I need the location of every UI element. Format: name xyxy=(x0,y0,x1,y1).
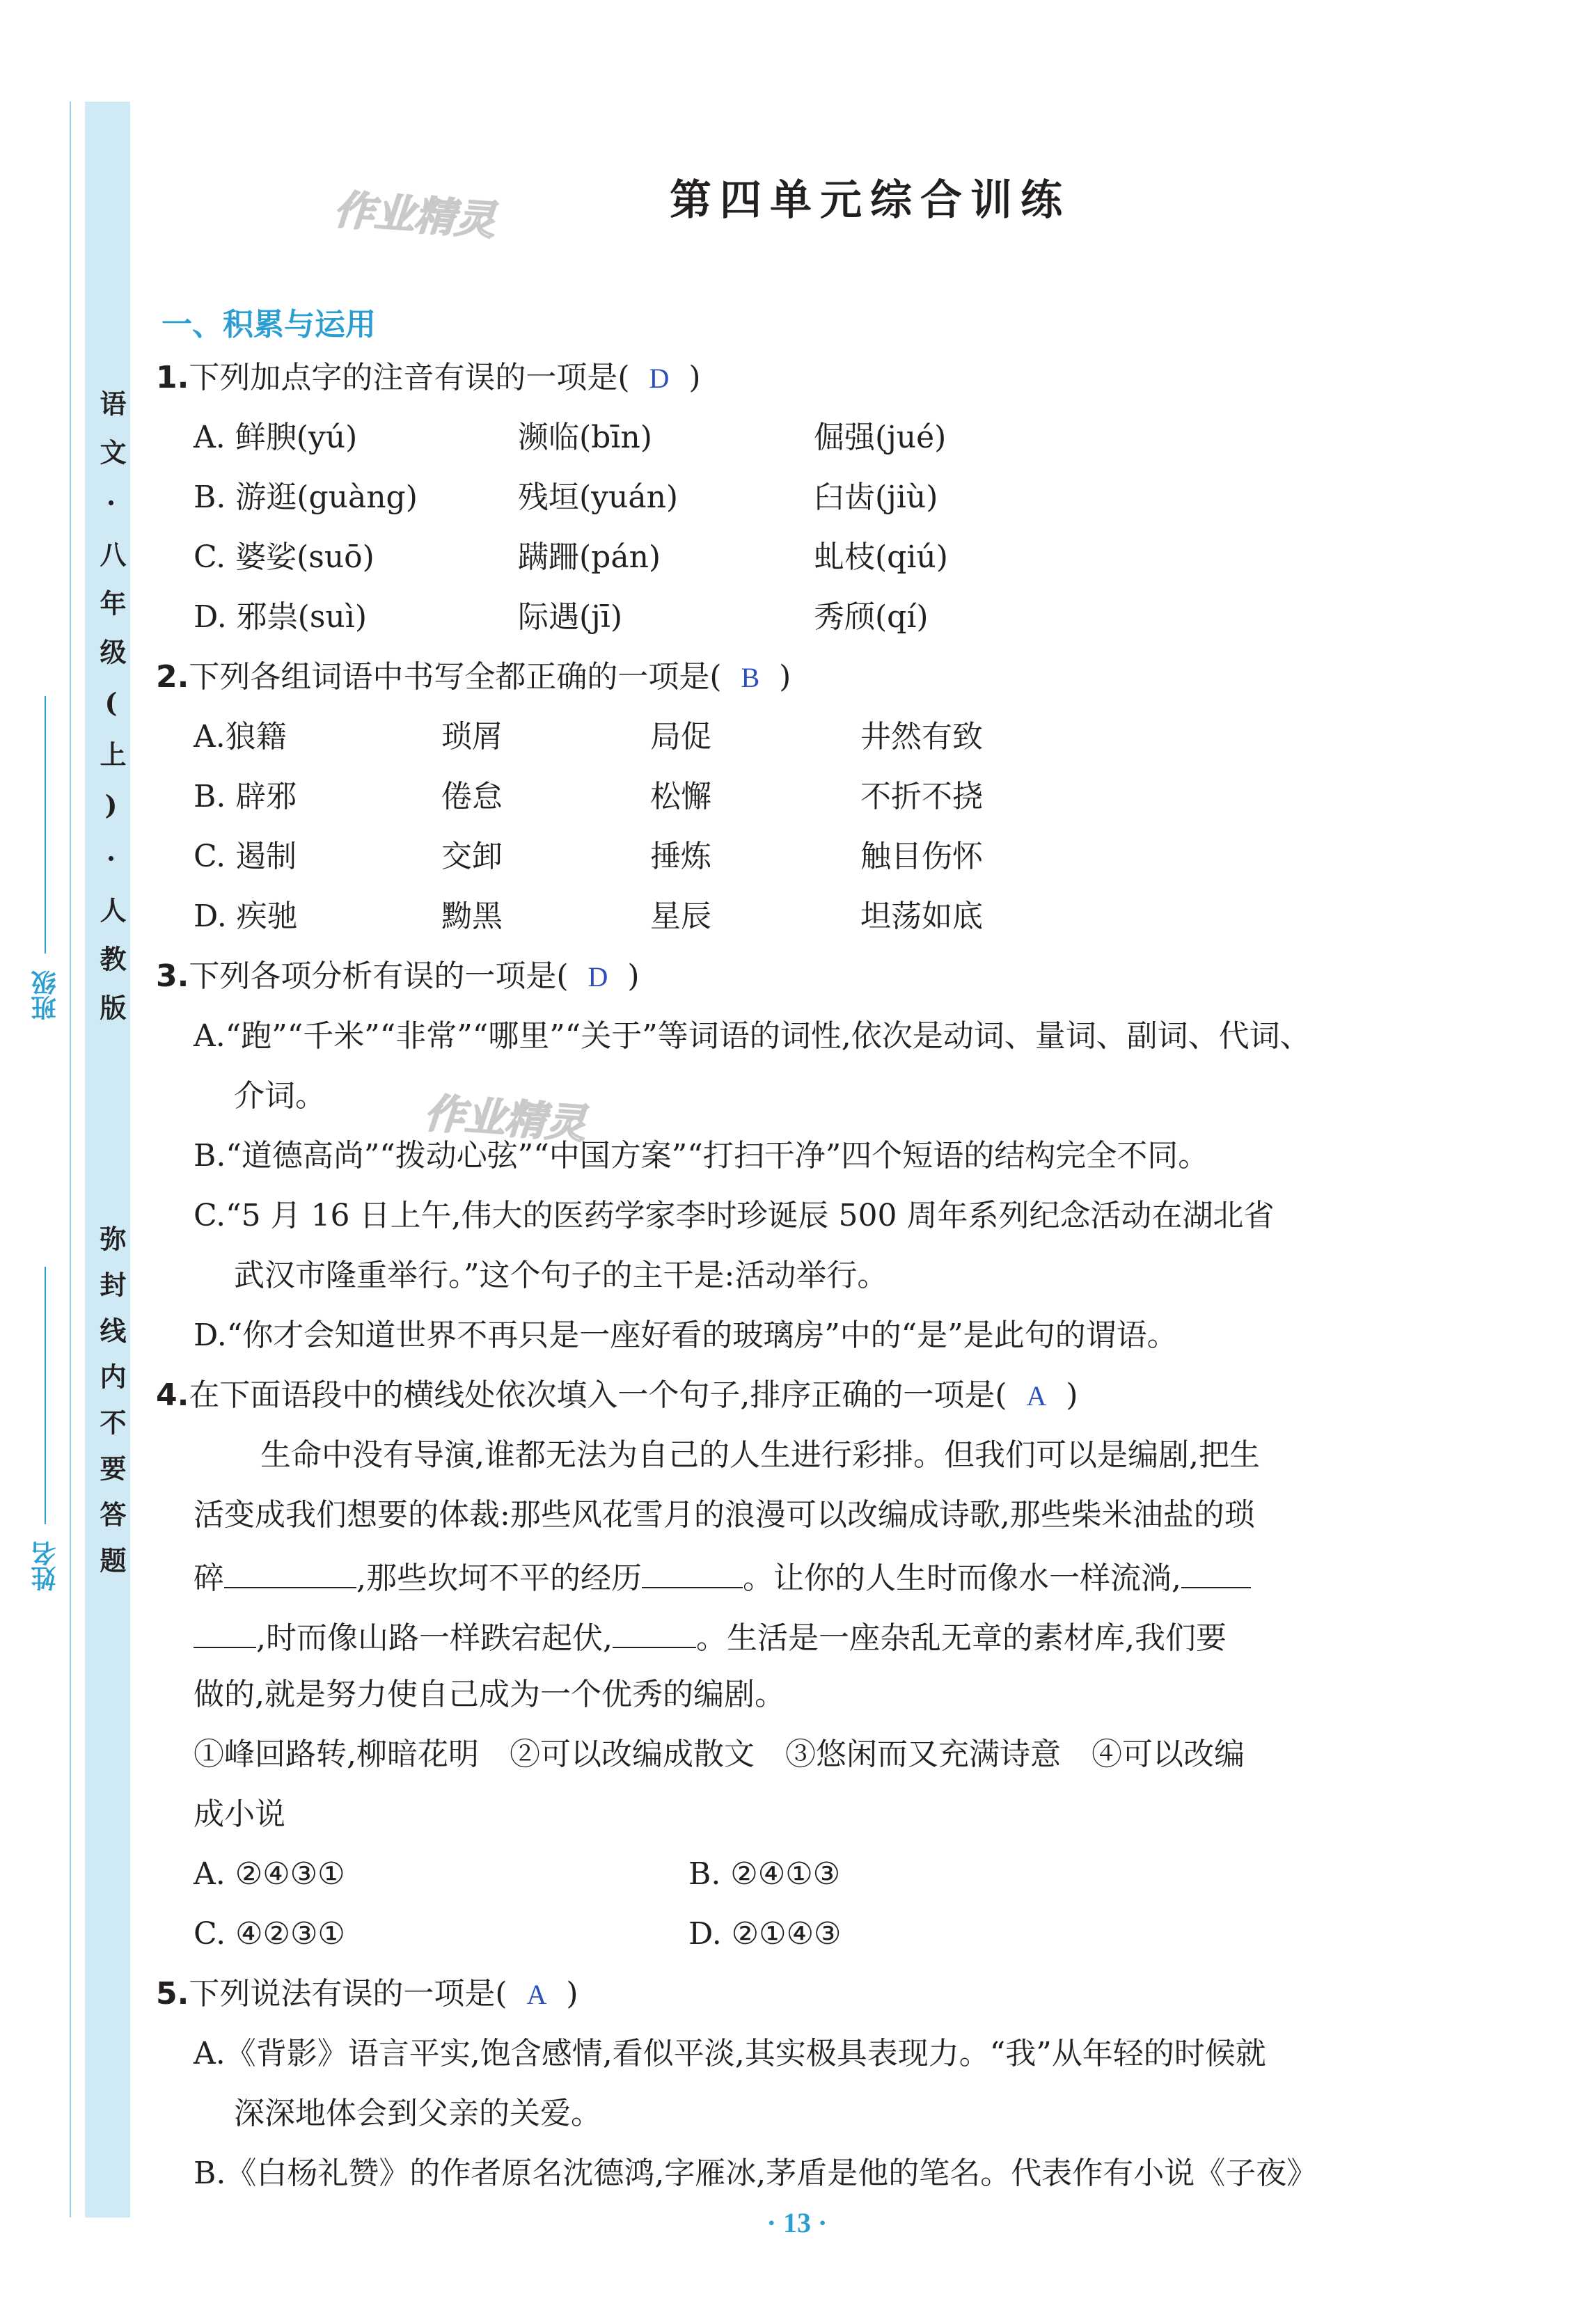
q1-option-row: D. 邪祟(suì) 际遇(jī) 秀颀(qí) xyxy=(194,599,929,635)
q3-option-line: B.“道德高尚”“拨动心弦”“中国方案”“打扫干净”四个短语的结构完全不同。 xyxy=(194,1138,1209,1173)
q4-choice-row: C. ④②③① D. ②①④③ xyxy=(194,1916,842,1952)
question-content xyxy=(156,348,1437,2204)
q5-option-line: A.《背影》语言平实,饱含感情,看似平淡,其实极具表现力。“我”从年轻的时候就 xyxy=(194,2036,1266,2071)
watermark-logo: 作业精灵 xyxy=(332,185,497,244)
class-label: 班级 xyxy=(31,970,60,1020)
question-3-stem: 3.下列各项分析有误的一项是( D ) xyxy=(156,958,640,994)
question-1-stem: 1.下列加点字的注音有误的一项是( D ) xyxy=(156,360,701,395)
section-heading: 一、积累与运用 xyxy=(161,307,376,342)
q1-option-row: A. 鲜腴(yú) 濒临(bīn) 倔强(jué) xyxy=(194,420,947,455)
seal-notice: 弥封线内不要答题 xyxy=(95,1225,127,1592)
q2-option-row: B. 辟邪 倦怠 松懈 不折不挠 xyxy=(194,779,983,814)
passage-line: ,时而像山路一样跌宕起伏, 。生活是一座杂乱无章的素材库,我们要 xyxy=(156,1605,1437,1665)
q5-option-line: 深深地体会到父亲的关爱。 xyxy=(234,2096,601,2131)
q3-option-line: C.“5 月 16 日上午,伟大的医药学家李时珍诞辰 500 周年系列纪念活动在湖北省 xyxy=(194,1198,1275,1233)
fill-blank-3-cont[interactable] xyxy=(194,1605,256,1648)
question-4-stem: 4.在下面语段中的横线处依次填入一个句子,排序正确的一项是( A ) xyxy=(156,1377,1078,1413)
edition-label: 语文·八年级(上)·人教版 xyxy=(95,390,127,1043)
name-label: 姓名 xyxy=(31,1541,60,1591)
q3-option-line: 武汉市隆重举行。”这个句子的主干是:活动举行。 xyxy=(234,1258,888,1293)
question-2-stem: 2.下列各组词语中书写全都正确的一项是( B ) xyxy=(156,659,791,695)
fill-blank-1[interactable] xyxy=(224,1545,356,1588)
q5-option-line: B.《白杨礼赞》的作者原名沈德鸿,字雁冰,茅盾是他的笔名。代表作有小说《子夜》 xyxy=(194,2156,1318,2191)
q4-sentence-options: 成小说 xyxy=(194,1796,285,1832)
q2-option-row: D. 疾驰 黝黑 星辰 坦荡如底 xyxy=(194,899,983,934)
q3-option-line: D.“你才会知道世界不再只是一座好看的玻璃房”中的“是”是此句的谓语。 xyxy=(194,1318,1178,1353)
q2-option-row: C. 遏制 交卸 捶炼 触目伤怀 xyxy=(194,839,983,874)
answer-mark: A xyxy=(526,1979,547,2010)
name-blank-line xyxy=(45,1267,46,1524)
q4-choice-row: A. ②④③① B. ②④①③ xyxy=(194,1856,841,1892)
q3-option-line: A.“跑”“千米”“非常”“哪里”“关于”等词语的词性,依次是动词、量词、副词、代词、 xyxy=(194,1018,1311,1054)
fill-blank-3[interactable] xyxy=(1181,1545,1251,1588)
answer-mark: D xyxy=(649,363,670,394)
watermark-logo-2: 作业精灵 xyxy=(423,1089,588,1148)
passage-line: 活变成我们想要的体裁:那些风花雪月的浪漫可以改编成诗歌,那些柴米油盐的琐 xyxy=(194,1497,1255,1533)
answer-mark: B xyxy=(741,662,760,693)
q1-option-row: C. 婆娑(suō) 蹒跚(pán) 虬枝(qiú) xyxy=(194,539,948,575)
passage-line: 生命中没有导演,谁都无法为自己的人生进行彩排。但我们可以是编剧,把生 xyxy=(260,1437,1260,1473)
passage-line: 做的,就是努力使自己成为一个优秀的编剧。 xyxy=(194,1677,785,1712)
page-number: · 13 · xyxy=(766,2207,828,2238)
question-5-stem: 5.下列说法有误的一项是( A ) xyxy=(156,1976,578,2011)
answer-mark: A xyxy=(1026,1380,1047,1412)
q1-option-row: B. 游逛(guàng) 残垣(yuán) 臼齿(jiù) xyxy=(194,480,938,515)
binding-guide-line xyxy=(70,102,71,2218)
q2-option-row: A.狼籍 琐屑 局促 井然有致 xyxy=(194,719,983,754)
page-title: 第四单元综合训练 xyxy=(670,176,1071,225)
q3-option-line: 介词。 xyxy=(234,1078,326,1114)
q4-sentence-options: ①峰回路转,柳暗花明 ②可以改编成散文 ③悠闲而又充满诗意 ④可以改编 xyxy=(194,1737,1245,1772)
fill-blank-2[interactable] xyxy=(642,1545,743,1588)
fill-blank-4[interactable] xyxy=(613,1605,696,1648)
passage-line: 碎 ,那些坎坷不平的经历 。让你的人生时而像水一样流淌, xyxy=(156,1545,1437,1605)
class-blank-line xyxy=(45,696,46,954)
answer-mark: D xyxy=(588,961,608,993)
